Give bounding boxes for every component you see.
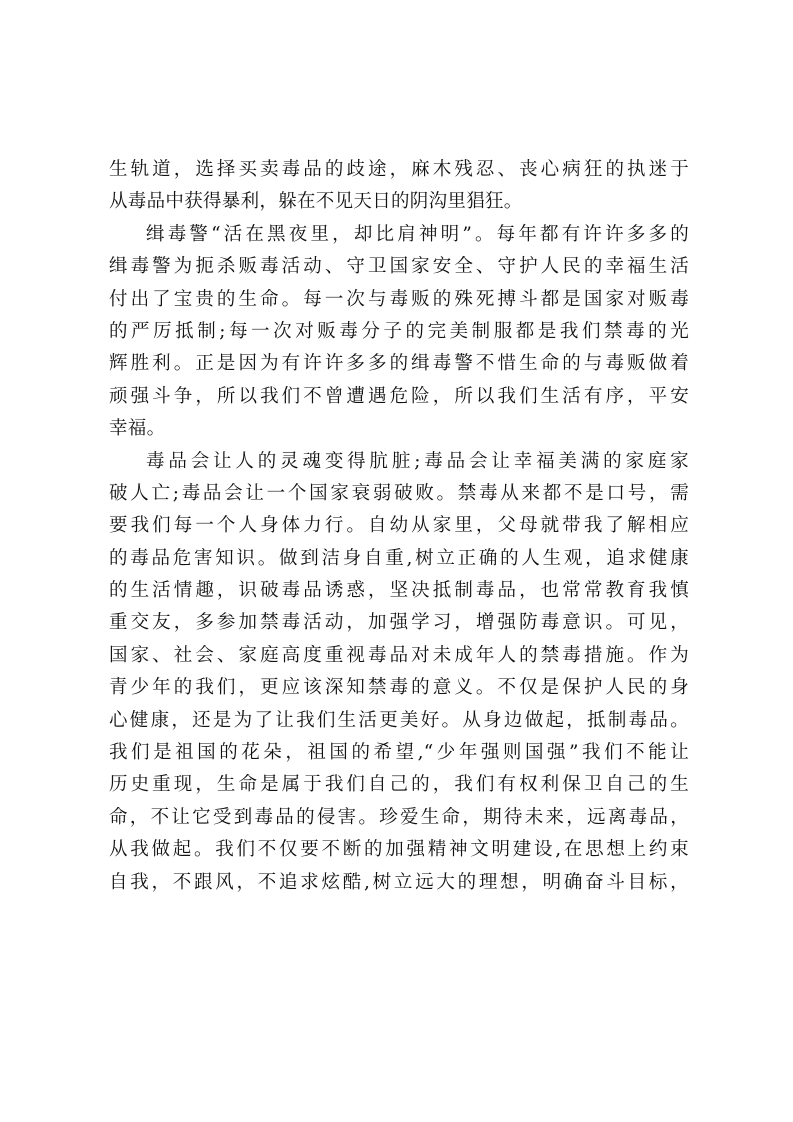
- text-line: 命，不让它受到毒品的侵害。珍爱生命，期待未来，远离毒品，: [109, 806, 689, 828]
- text-line: 毒品会让人的灵魂变得肮脏;毒品会让幸福美满的家庭家: [146, 450, 689, 472]
- text-line: 重交友，多参加禁毒活动，加强学习，增强防毒意识。可见，: [109, 612, 689, 634]
- text-line: 自我，不跟风，不追求炫酷,树立远大的理想，明确奋斗目标，: [109, 871, 689, 893]
- text-line: 辉胜利。正是因为有许许多多的缉毒警不惜生命的与毒贩做着: [109, 353, 689, 375]
- body-text: [109, 154, 689, 899]
- text-line: 幸福。: [109, 418, 166, 440]
- text-line: 顽强斗争，所以我们不曾遭遇危险，所以我们生活有序，平安: [109, 385, 689, 407]
- text-line: 的严厉抵制;每一次对贩毒分子的完美制服都是我们禁毒的光: [109, 320, 689, 342]
- text-line: 从毒品中获得暴利，躲在不见天日的阴沟里猖狂。: [109, 191, 523, 213]
- text-line: 缉毒警“活在黑夜里，却比肩神明”。每年都有许许多多的: [146, 223, 689, 245]
- text-line: 破人亡;毒品会让一个国家衰弱破败。禁毒从来都不是口号，需: [109, 482, 689, 504]
- text-line: 我们是祖国的花朵，祖国的希望,“少年强则国强”我们不能让: [109, 742, 689, 764]
- text-line: 的毒品危害知识。做到洁身自重,树立正确的人生观，追求健康: [109, 547, 689, 569]
- text-line: 缉毒警为扼杀贩毒活动、守卫国家安全、守护人民的幸福生活: [109, 256, 689, 278]
- text-line: 的生活情趣，识破毒品诱惑，坚决抵制毒品，也常常教育我慎: [109, 580, 689, 602]
- text-line: 从我做起。我们不仅要不断的加强精神文明建设,在思想上约束: [109, 839, 689, 861]
- text-line: 国家、社会、家庭高度重视毒品对未成年人的禁毒措施。作为: [109, 644, 689, 666]
- text-line: 心健康，还是为了让我们生活更美好。从身边做起，抵制毒品。: [109, 709, 689, 731]
- text-line: 青少年的我们，更应该深知禁毒的意义。不仅是保护人民的身: [109, 677, 689, 699]
- text-line: 付出了宝贵的生命。每一次与毒贩的殊死搏斗都是国家对贩毒: [109, 288, 689, 310]
- text-line: 历史重现，生命是属于我们自己的，我们有权利保卫自己的生: [109, 774, 689, 796]
- text-line: 生轨道，选择买卖毒品的歧途，麻木残忍、丧心病狂的执迷于: [109, 159, 689, 180]
- text-line: 要我们每一个人身体力行。自幼从家里，父母就带我了解相应: [109, 515, 689, 537]
